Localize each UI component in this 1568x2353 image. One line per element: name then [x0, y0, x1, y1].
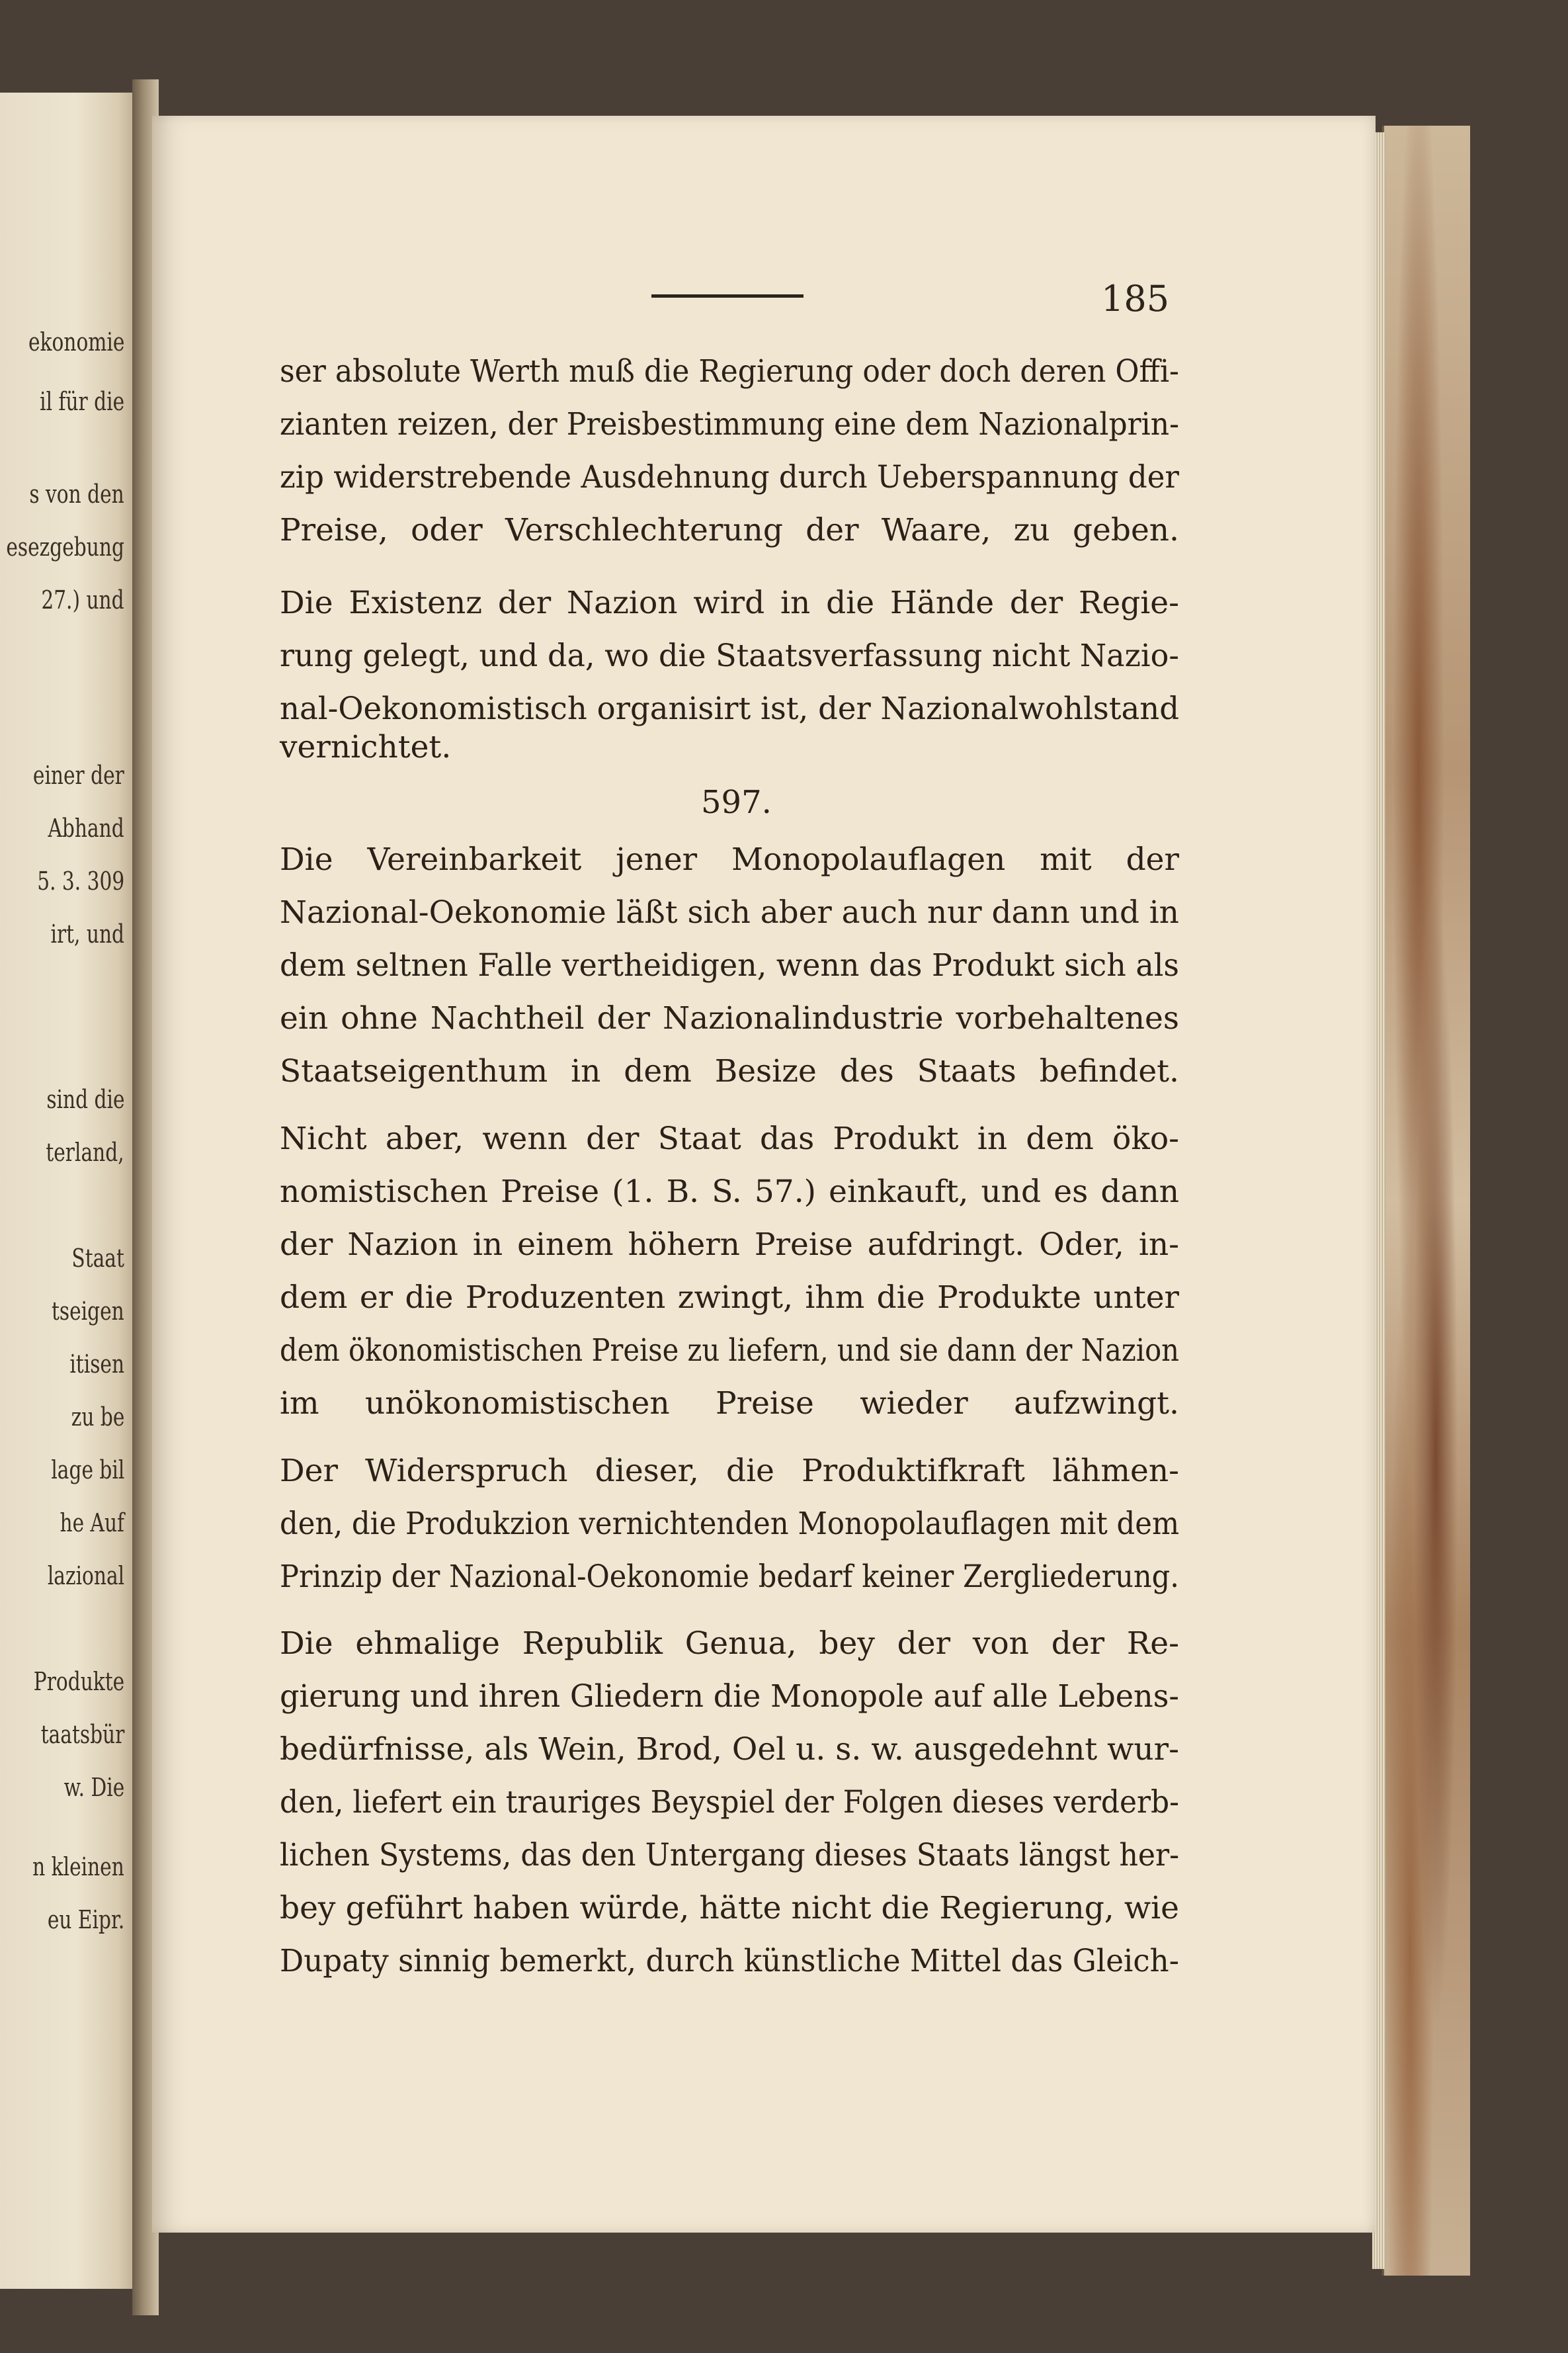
- text-line: zip widerstrebende Ausdehnung durch Ueberspannung der: [280, 459, 1179, 495]
- section-number: 597.: [701, 784, 772, 821]
- left-page-fragment: sind die: [46, 1085, 124, 1114]
- text-line: zianten reizen, der Preisbestimmung eine dem Nazionalprin-: [280, 406, 1179, 443]
- text-line: Nazional-Oekonomie läßt sich aber auch nur dann und in: [280, 894, 1179, 931]
- left-page-fragment: zu be: [71, 1402, 124, 1432]
- left-page-fragment: il für die: [39, 387, 124, 416]
- text-line: rung gelegt, und da, wo die Staatsverfassung nicht Nazio-: [280, 638, 1179, 674]
- left-page-fragment: lage bil: [50, 1455, 124, 1484]
- text-line: Die ehmalige Republik Genua, bey der von der Re-: [280, 1625, 1180, 1662]
- text-line: dem er die Produzenten zwingt, ihm die Produkte unter: [280, 1279, 1180, 1316]
- text-line: vernichtet.: [280, 729, 452, 765]
- text-line: Dupaty sinnig bemerkt, durch künstliche Mittel das Gleich-: [280, 1943, 1179, 1979]
- text-line: dem seltnen Falle vertheidigen, wenn das Produkt sich als: [280, 947, 1179, 984]
- text-line: im unökonomistischen Preise wieder aufzwingt.: [280, 1385, 1179, 1422]
- text-line: den, liefert ein trauriges Beyspiel der Folgen dieses verderb-: [280, 1784, 1180, 1820]
- text-line: Staatseigenthum in dem Besize des Staats befindet.: [280, 1053, 1179, 1090]
- text-line: bedürfnisse, als Wein, Brod, Oel u. s. w. ausgedehnt wur-: [280, 1731, 1179, 1768]
- text-line: der Nazion in einem höhern Preise aufdringt. Oder, in-: [280, 1226, 1180, 1263]
- left-page-fragment: esezgebung: [6, 533, 124, 562]
- header-rule: [651, 294, 804, 298]
- left-page-fragment: Produkte: [33, 1667, 124, 1696]
- book-cover-edge: [1382, 126, 1470, 2276]
- left-page-fragment: 5. 3. 309: [37, 867, 124, 896]
- text-line: den, die Produkzion vernichtenden Monopolauflagen mit dem: [280, 1506, 1180, 1542]
- left-page-fragment: einer der: [33, 761, 124, 790]
- text-line: lichen Systems, das den Untergang dieses Staats längst her-: [280, 1837, 1180, 1873]
- text-line: nomistischen Preise (1. B. S. 57.) einkauft, und es dann: [280, 1174, 1180, 1210]
- text-line: ein ohne Nachtheil der Nazionalindustrie vorbehaltenes: [280, 1000, 1179, 1037]
- previous-page: [0, 93, 140, 2289]
- left-page-fragment: ekonomie: [28, 327, 124, 357]
- left-page-fragment: taatsbür: [40, 1720, 124, 1749]
- left-page-fragment: terland,: [46, 1138, 124, 1167]
- left-page-fragment: he Auf: [60, 1508, 124, 1537]
- left-page-fragment: tseigen: [52, 1297, 124, 1326]
- left-page-fragment: irt, und: [50, 920, 124, 949]
- text-line: Der Widerspruch dieser, die Produktifkraft lähmen-: [280, 1453, 1179, 1489]
- text-line: Die Vereinbarkeit jener Monopolauflagen mit der: [280, 841, 1179, 878]
- left-page-fragment: itisen: [69, 1349, 124, 1379]
- text-line: nal-Oekonomistisch organisirt ist, der Nazionalwohlstand: [280, 691, 1180, 727]
- text-line: dem ökonomistischen Preise zu liefern, und sie dann der Nazion: [280, 1332, 1179, 1369]
- left-page-fragment: Staat: [71, 1244, 124, 1273]
- text-line: Nicht aber, wenn der Staat das Produkt in dem öko-: [280, 1121, 1179, 1157]
- text-line: bey geführt haben würde, hätte nicht die Regierung, wie: [280, 1890, 1179, 1926]
- left-page-fragment: w. Die: [63, 1773, 124, 1802]
- text-line: ser absolute Werth muß die Regierung oder doch deren Offi-: [280, 353, 1179, 390]
- left-page-fragment: n kleinen: [32, 1852, 124, 1881]
- left-page-fragment: s von den: [29, 480, 124, 509]
- text-line: gierung und ihren Gliedern die Monopole auf alle Lebens-: [280, 1678, 1179, 1715]
- left-page-fragment: 27.) und: [41, 585, 124, 615]
- text-line: Prinzip der Nazional-Oekonomie bedarf keiner Zergliederung.: [280, 1559, 1179, 1595]
- text-line: Die Existenz der Nazion wird in die Hände der Regie-: [280, 585, 1180, 621]
- left-page-fragment: eu Eipr.: [47, 1905, 124, 1934]
- text-line: Preise, oder Verschlechterung der Waare, zu geben.: [280, 512, 1179, 548]
- left-page-fragment: Abhand: [48, 814, 124, 843]
- page-number: 185: [1101, 278, 1170, 320]
- left-page-fragment: lazional: [47, 1561, 124, 1590]
